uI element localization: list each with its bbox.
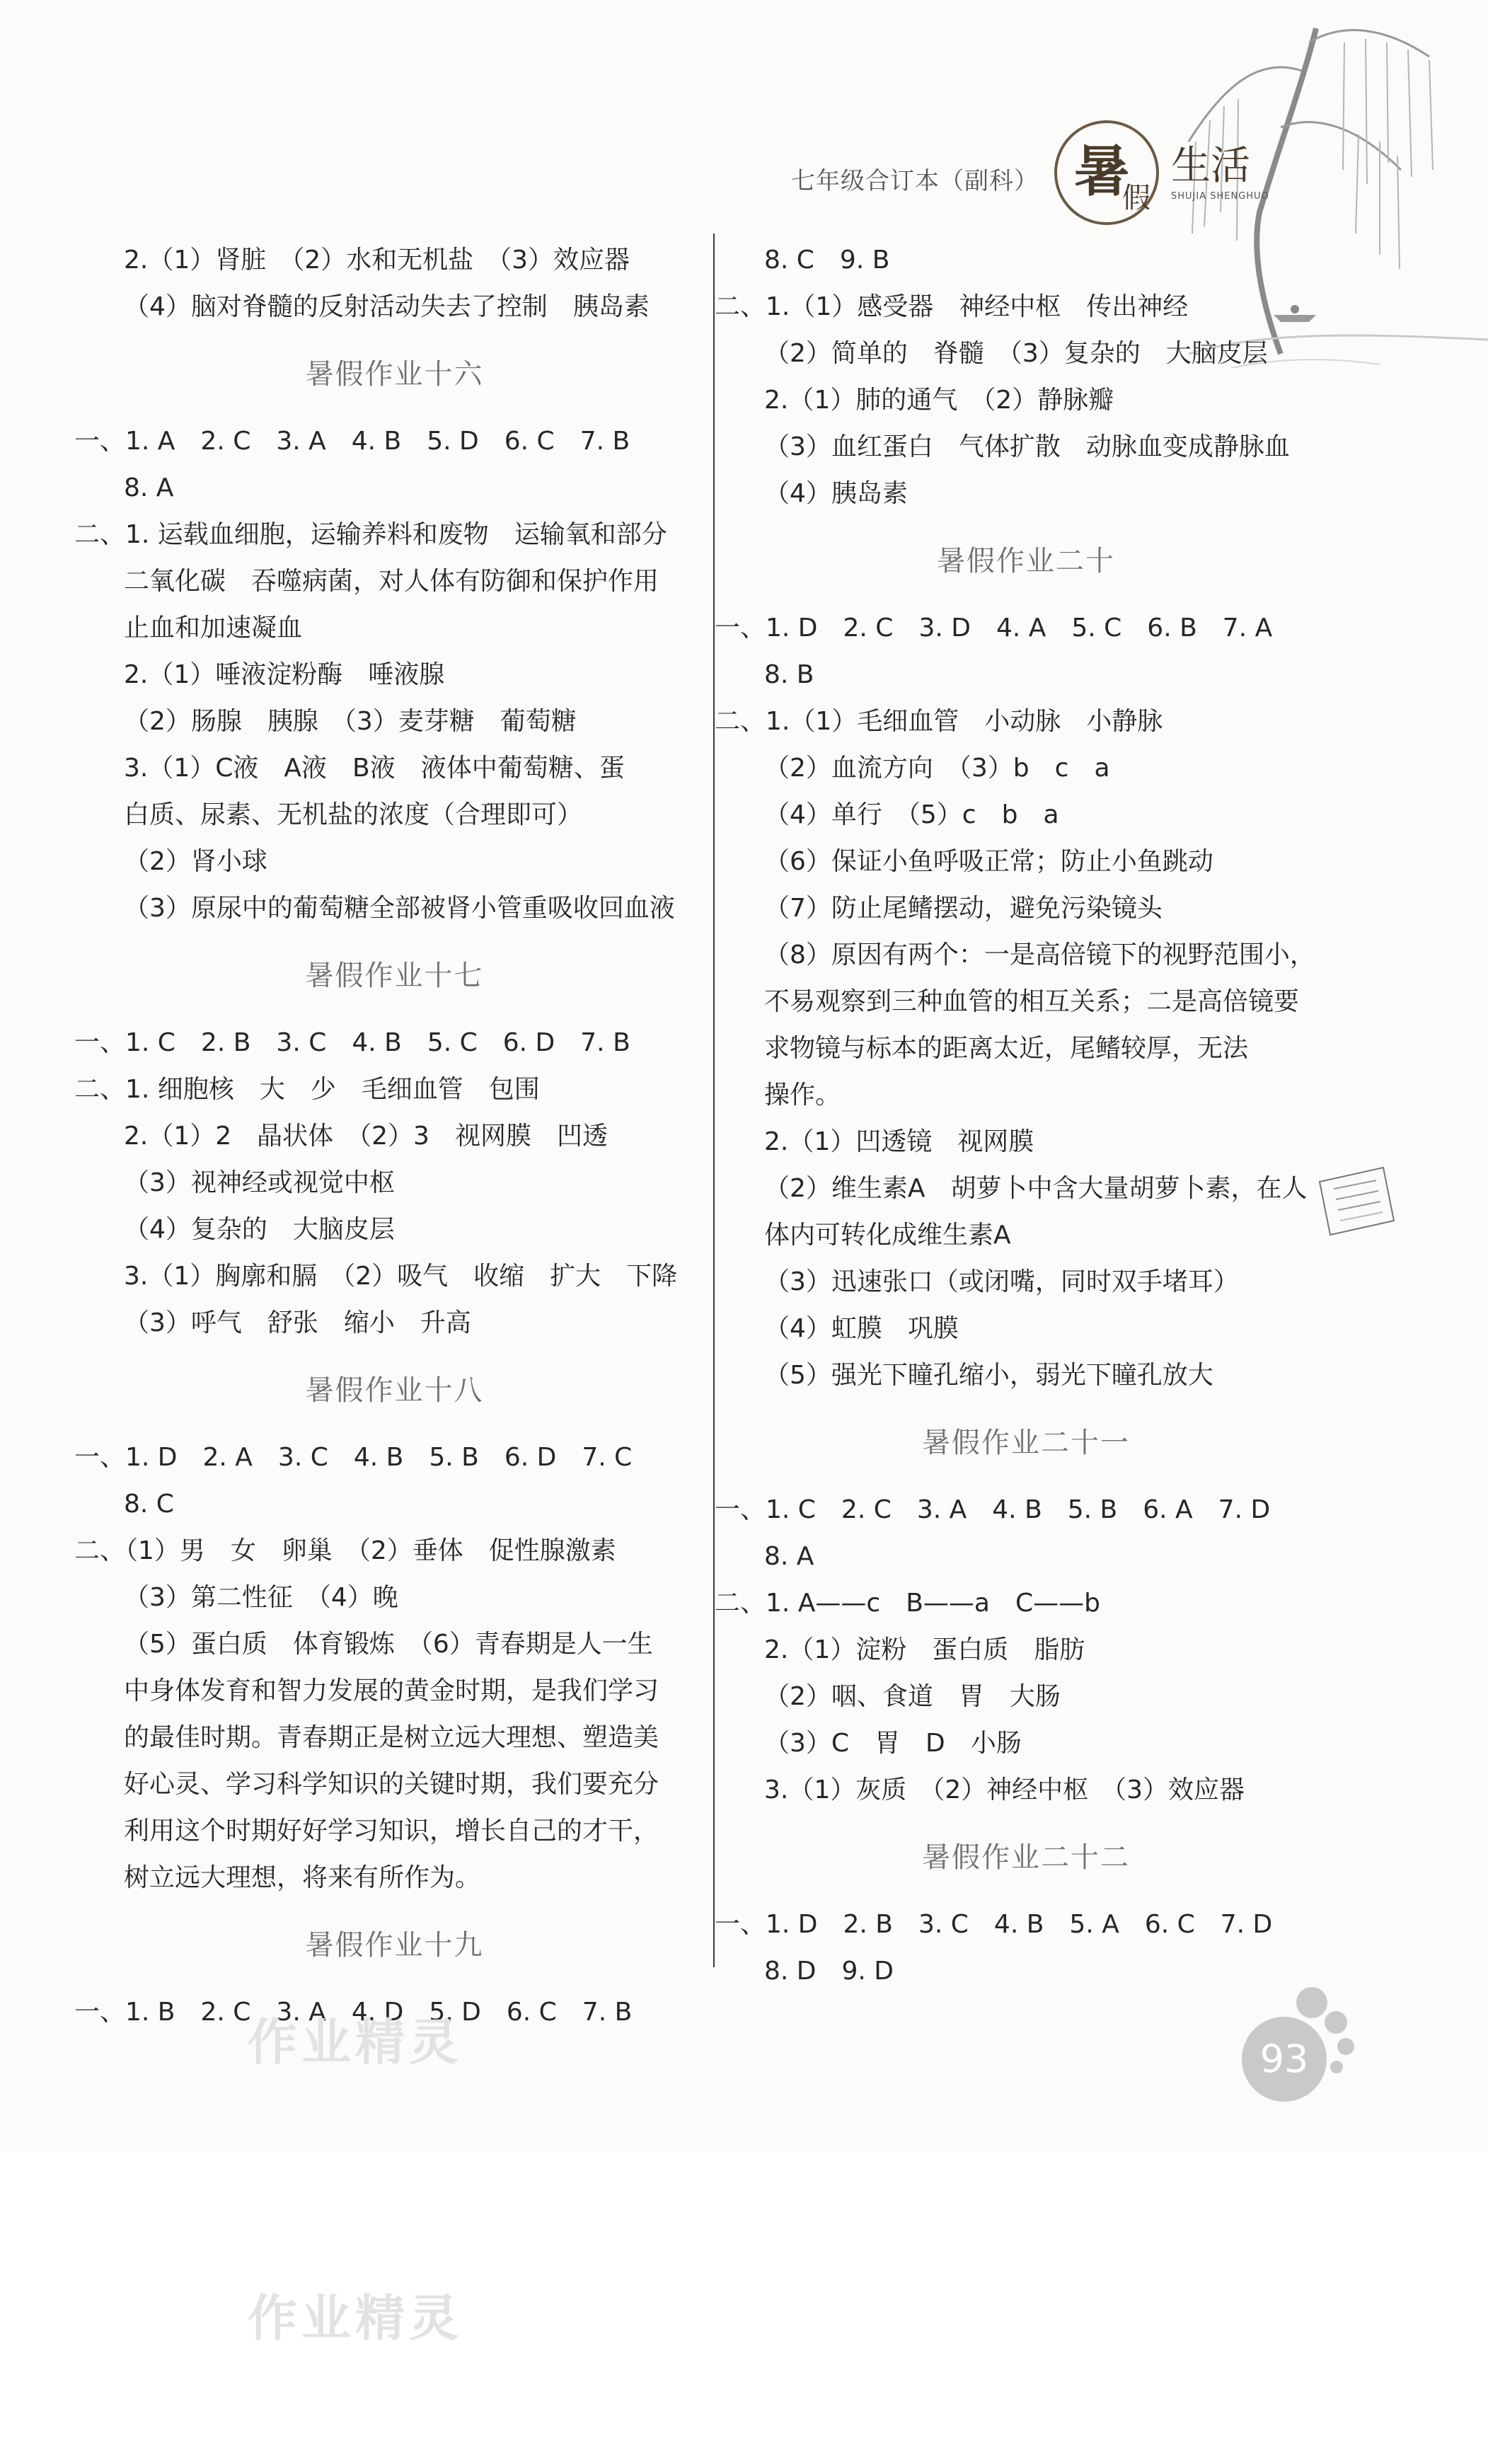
section-title: 暑假作业二十一 bbox=[922, 1427, 1130, 1459]
answer-line: 白质、尿素、无机盐的浓度（合理即可） bbox=[124, 800, 583, 829]
section-title: 暑假作业二十 bbox=[937, 545, 1115, 577]
answer-line: 3.（1）灰质 （2）神经中枢 （3）效应器 bbox=[764, 1775, 1245, 1804]
answer-line: （6）保证小鱼呼吸正常；防止小鱼跳动 bbox=[764, 847, 1213, 876]
decor-dot bbox=[1330, 2061, 1343, 2073]
answer-line: （2）简单的 脊髓 （3）复杂的 大脑皮层 bbox=[764, 339, 1268, 368]
answer-line: 二、1. 细胞核 大 少 毛细血管 包围 bbox=[74, 1075, 540, 1104]
answer-line: （3）原尿中的葡萄糖全部被肾小管重吸收回血液 bbox=[124, 894, 675, 923]
answer-line: （3）第二性征 （4）晚 bbox=[124, 1583, 398, 1612]
answer-line: 二、1.（1）毛细血管 小动脉 小静脉 bbox=[715, 707, 1163, 736]
left-answer-column bbox=[74, 237, 715, 2036]
answer-line: 求物镜与标本的距离太近，尾鳍较厚，无法 bbox=[764, 1034, 1249, 1063]
logo-word-life: 生活 bbox=[1171, 143, 1250, 189]
answer-line: 2.（1）2 晶状体 （2）3 视网膜 凹透 bbox=[124, 1122, 608, 1151]
answer-line: 2.（1）肺的通气 （2）静脉瓣 bbox=[764, 386, 1114, 415]
logo-character-holiday: 假 bbox=[1122, 182, 1150, 214]
answer-line: 利用这个时期好好学习知识，增长自己的才干， bbox=[124, 1817, 659, 1846]
right-answer-column bbox=[715, 237, 1337, 1995]
answer-line: 一、1. C 2. B 3. C 4. B 5. C 6. D 7. B bbox=[74, 1028, 630, 1057]
answer-line: 一、1. D 2. B 3. C 4. B 5. A 6. C 7. D bbox=[715, 1910, 1273, 1939]
decor-dot bbox=[1337, 2038, 1354, 2055]
answer-line: （7）防止尾鳍摆动，避免污染镜头 bbox=[764, 894, 1163, 923]
answer-line: 二、（1）男 女 卵巢 （2）垂体 促性腺激素 bbox=[74, 1536, 616, 1565]
answer-line: 8. D 9. D bbox=[764, 1957, 894, 1986]
answer-line: 一、1. A 2. C 3. A 4. B 5. D 6. C 7. B bbox=[74, 427, 630, 456]
answer-line: （5）强光下瞳孔缩小，弱光下瞳孔放大 bbox=[764, 1361, 1213, 1390]
answer-line: 的最佳时期。青春期正是树立远大理想、塑造美 bbox=[124, 1723, 659, 1752]
section-title: 暑假作业十七 bbox=[305, 960, 484, 992]
answer-line: （3）视神经或视觉中枢 bbox=[124, 1168, 395, 1197]
answer-line: 止血和加速凝血 bbox=[124, 614, 303, 643]
section-title: 暑假作业十八 bbox=[305, 1374, 484, 1407]
answer-line: 2.（1）淀粉 蛋白质 脂肪 bbox=[764, 1635, 1085, 1664]
watermark-text: 作业精灵 bbox=[248, 2289, 463, 2347]
answer-line: 操作。 bbox=[764, 1081, 841, 1110]
answer-line: （4）脑对脊髓的反射活动失去了控制 胰岛素 bbox=[124, 292, 650, 321]
answer-line: （3）迅速张口（或闭嘴，同时双手堵耳） bbox=[764, 1267, 1239, 1296]
answer-line: （5）蛋白质 体育锻炼 （6）青春期是人一生 bbox=[124, 1630, 653, 1659]
sticker-stamp-illustration bbox=[1305, 1161, 1405, 1245]
answer-line: （3）呼气 舒张 缩小 升高 bbox=[124, 1308, 471, 1337]
answer-line: 二、1. A——c B——a C——b bbox=[715, 1589, 1100, 1618]
answer-line: 3.（1）C液 A液 B液 液体中葡萄糖、蛋 bbox=[124, 754, 625, 783]
answer-line: （2）血流方向 （3）b c a bbox=[764, 754, 1110, 783]
answer-line: （3）血红蛋白 气体扩散 动脉血变成静脉血 bbox=[764, 432, 1290, 461]
answer-line: 8. B bbox=[764, 660, 814, 689]
answer-line: 8. A bbox=[124, 473, 174, 502]
book-volume-label: 七年级合订本（副科） bbox=[791, 167, 1039, 195]
answer-line: 中身体发育和智力发展的黄金时期，是我们学习 bbox=[124, 1676, 659, 1705]
answer-line: 8. C 9. B bbox=[764, 246, 890, 275]
watermark-text: 作业精灵 bbox=[248, 2013, 463, 2071]
answer-line: （8）原因有两个：一是高倍镜下的视野范围小， bbox=[764, 940, 1315, 969]
answer-line: 8. A bbox=[764, 1542, 814, 1571]
section-title: 暑假作业二十二 bbox=[922, 1841, 1130, 1874]
decor-dot bbox=[1296, 1987, 1327, 2018]
answer-line: 二、1.（1）感受器 神经中枢 传出神经 bbox=[715, 292, 1189, 321]
answer-line: 树立远大理想，将来有所作为。 bbox=[124, 1863, 481, 1892]
answer-line: （2）咽、食道 胃 大肠 bbox=[764, 1682, 1061, 1711]
section-title: 暑假作业十九 bbox=[305, 1929, 484, 1962]
answer-line: 一、1. D 2. A 3. C 4. B 5. B 6. D 7. C bbox=[74, 1443, 633, 1472]
answer-line: （4）单行 （5）c b a bbox=[764, 800, 1059, 829]
answer-line: 一、1. B 2. C 3. A 4. D 5. D 6. C 7. B bbox=[74, 1998, 633, 2027]
page-number-badge: 93 bbox=[1242, 2017, 1327, 2102]
answer-line: 8. C bbox=[124, 1490, 174, 1519]
logo-character-summer: 暑 bbox=[1074, 139, 1130, 204]
logo-pinyin: SHUJIA SHENGHUO bbox=[1171, 191, 1269, 202]
answer-line: 体内可转化成维生素A bbox=[764, 1221, 1011, 1250]
answer-line: （2）维生素A 胡萝卜中含大量胡萝卜素，在人 bbox=[764, 1174, 1308, 1203]
answer-line: （3）C 胃 D 小肠 bbox=[764, 1729, 1022, 1758]
answer-line: 二、1. 运载血细胞，运输养料和废物 运输氧和部分 bbox=[74, 520, 667, 549]
answer-line: （2）肾小球 bbox=[124, 847, 267, 876]
answer-line: 2.（1）凹透镜 视网膜 bbox=[764, 1127, 1034, 1156]
blank-margin bbox=[0, 2151, 1488, 2464]
answer-line: 好心灵、学习科学知识的关键时期，我们要充分 bbox=[124, 1770, 659, 1799]
answer-line: 一、1. C 2. C 3. A 4. B 5. B 6. A 7. D bbox=[715, 1495, 1271, 1524]
answer-line: 一、1. D 2. C 3. D 4. A 5. C 6. B 7. A bbox=[715, 614, 1273, 643]
decor-dot bbox=[1325, 2011, 1347, 2034]
answer-line: （4）虹膜 巩膜 bbox=[764, 1314, 959, 1343]
answer-line: （4）复杂的 大脑皮层 bbox=[124, 1215, 395, 1244]
answer-line: （4）胰岛素 bbox=[764, 479, 908, 508]
answer-line: 二氧化碳 吞噬病菌，对人体有防御和保护作用 bbox=[124, 567, 659, 596]
answer-line: 不易观察到三种血管的相互关系；二是高倍镜要 bbox=[764, 987, 1300, 1016]
answer-line: 3.（1）胸廓和膈 （2）吸气 收缩 扩大 下降 bbox=[124, 1262, 678, 1291]
answer-line: 2.（1）唾液淀粉酶 唾液腺 bbox=[124, 660, 445, 689]
section-title: 暑假作业十六 bbox=[305, 358, 484, 391]
answer-line: （2）肠腺 胰腺 （3）麦芽糖 葡萄糖 bbox=[124, 707, 577, 736]
answer-line: 2.（1）肾脏 （2）水和无机盐 （3）效应器 bbox=[124, 246, 630, 275]
